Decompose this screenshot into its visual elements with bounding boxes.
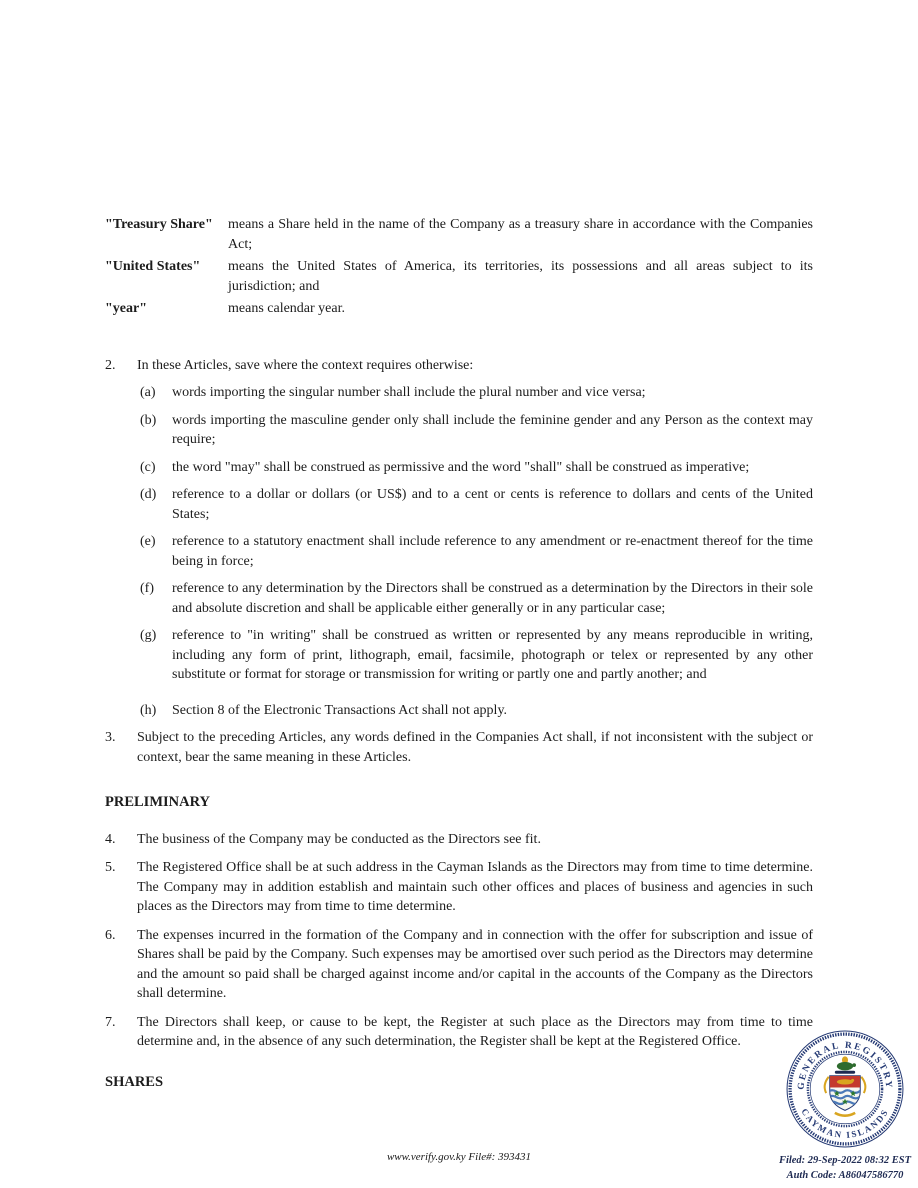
subclause-a xyxy=(140,383,813,403)
coat-of-arms-icon xyxy=(825,1056,867,1115)
clause-text: The Directors shall keep, or cause to be kept, the Register at such place as the Directors may from time to time determine and, in the absence of any such determination, the Register shall be kept at the Registered Office. xyxy=(137,1014,813,1049)
clause-number: 2. xyxy=(105,357,116,373)
document-body xyxy=(105,215,813,1109)
subclause-text: the word "may" shall be construed as permissive and the word "shall" shall be construed as imperative; xyxy=(172,459,750,475)
verify-footer: www.verify.gov.ky File#: 393431 xyxy=(386,1151,532,1163)
subclause-label: (f) xyxy=(140,581,154,596)
definitions-list xyxy=(105,215,813,319)
turtle-icon xyxy=(837,1062,853,1071)
clause-4 xyxy=(105,830,813,850)
lion-icon xyxy=(837,1079,853,1084)
clause-number: 7. xyxy=(105,1014,116,1030)
subclause-g xyxy=(140,626,813,685)
definition-text: means calendar year. xyxy=(228,301,345,316)
clause-7 xyxy=(105,1013,813,1052)
subclause-b xyxy=(140,411,813,450)
clause-5 xyxy=(105,858,813,917)
definition-row xyxy=(105,299,813,319)
filed-timestamp: Filed: 29-Sep-2022 08:32 EST xyxy=(778,1155,912,1166)
definition-text: means a Share held in the name of the Company as a treasury share in accordance with the Companies Act; xyxy=(228,217,813,252)
clause-text: Subject to the preceding Articles, any words defined in the Companies Act shall, if not inconsistent with the subject or context, bear the same meaning in these Articles. xyxy=(137,730,813,765)
clause-number: 5. xyxy=(105,860,116,875)
seal-ring-text-top: GENERAL REGISTRY xyxy=(796,1040,894,1091)
clause-2 xyxy=(105,356,813,376)
mantling-right-icon xyxy=(861,1077,865,1093)
clause-3 xyxy=(105,728,813,767)
definition-row xyxy=(105,215,813,254)
definition-term: "year" xyxy=(105,301,147,316)
subclause-text: reference to any determination by the Directors shall be construed as a determination by the Directors in their sole and absolute discretion and shall be applicable either generally or in any particular case; xyxy=(172,581,813,616)
subclause-f xyxy=(140,579,813,618)
clause-number: 4. xyxy=(105,831,116,847)
definition-term: "United States" xyxy=(105,259,201,274)
section-heading-shares: SHARES xyxy=(105,1073,164,1090)
subclause-label: (g) xyxy=(140,628,157,643)
subclause-text: reference to "in writing" shall be construed as written or represented by any means reproducible in writing, including any form of print, lithograph, email, facsimile, photograph or telex or represented by any other substitute or format for storage or transmission for writing or partly one and partly another; and xyxy=(172,628,813,682)
motto-ribbon-icon xyxy=(835,1113,855,1116)
clause-text: The expenses incurred in the formation of the Company and in connection with the offer for subscription and issue of Shares shall be paid by the Company. Such expenses may be amortised over such period as the Directors may determine and the amount so paid shall be charged against income and/or capital in the accounts of the Company as the Directors shall determine. xyxy=(137,927,813,1001)
clause-text: In these Articles, save where the context requires otherwise: xyxy=(137,357,474,373)
clause-number: 3. xyxy=(105,730,116,745)
clause-6 xyxy=(105,926,813,1004)
subclause-e xyxy=(140,532,813,571)
subclause-label: (a) xyxy=(140,385,156,400)
torse-icon xyxy=(835,1071,855,1074)
subclause-text: Section 8 of the Electronic Transactions Act shall not apply. xyxy=(172,702,508,718)
auth-code: Auth Code: A86047586770 xyxy=(786,1170,904,1181)
subclause-text: reference to a dollar or dollars (or US$) and to a cent or cents is reference to dollars and cents of the United States; xyxy=(172,487,813,522)
section-heading-preliminary: PRELIMINARY xyxy=(105,794,211,810)
clause-number: 6. xyxy=(105,927,116,943)
subclause-text: words importing the singular number shall include the plural number and vice versa; xyxy=(172,385,646,400)
subclause-label: (c) xyxy=(140,459,156,475)
registry-seal-icon xyxy=(784,1028,906,1150)
definition-text: means the United States of America, its territories, its possessions and all areas subject to its jurisdiction; and xyxy=(228,259,813,294)
subclause-c xyxy=(140,458,813,478)
clause-text: The Registered Office shall be at such address in the Cayman Islands as the Directors may from time to time determine. The Company may in addition establish and maintain such other offices and places of business and agencies in such places as the Directors may from time to time determine. xyxy=(137,860,813,914)
definition-term: "Treasury Share" xyxy=(105,217,213,232)
subclause-label: (e) xyxy=(140,534,156,549)
mantling-left-icon xyxy=(825,1077,829,1093)
clause-text: The business of the Company may be conducted as the Directors see fit. xyxy=(137,831,541,847)
seal-ring-text-bottom: CAYMAN ISLANDS xyxy=(799,1106,891,1140)
definition-row xyxy=(105,257,813,296)
subclause-label: (d) xyxy=(140,487,157,502)
subclause-label: (b) xyxy=(140,412,157,428)
subclause-label: (h) xyxy=(140,702,157,718)
subclause-h xyxy=(140,701,813,721)
subclause-text: reference to a statutory enactment shall include reference to any amendment or re-enactment thereof for the time being in force; xyxy=(172,534,813,569)
subclause-text: words importing the masculine gender only shall include the feminine gender and any Person as the context may require; xyxy=(172,412,813,447)
subclause-d xyxy=(140,485,813,524)
